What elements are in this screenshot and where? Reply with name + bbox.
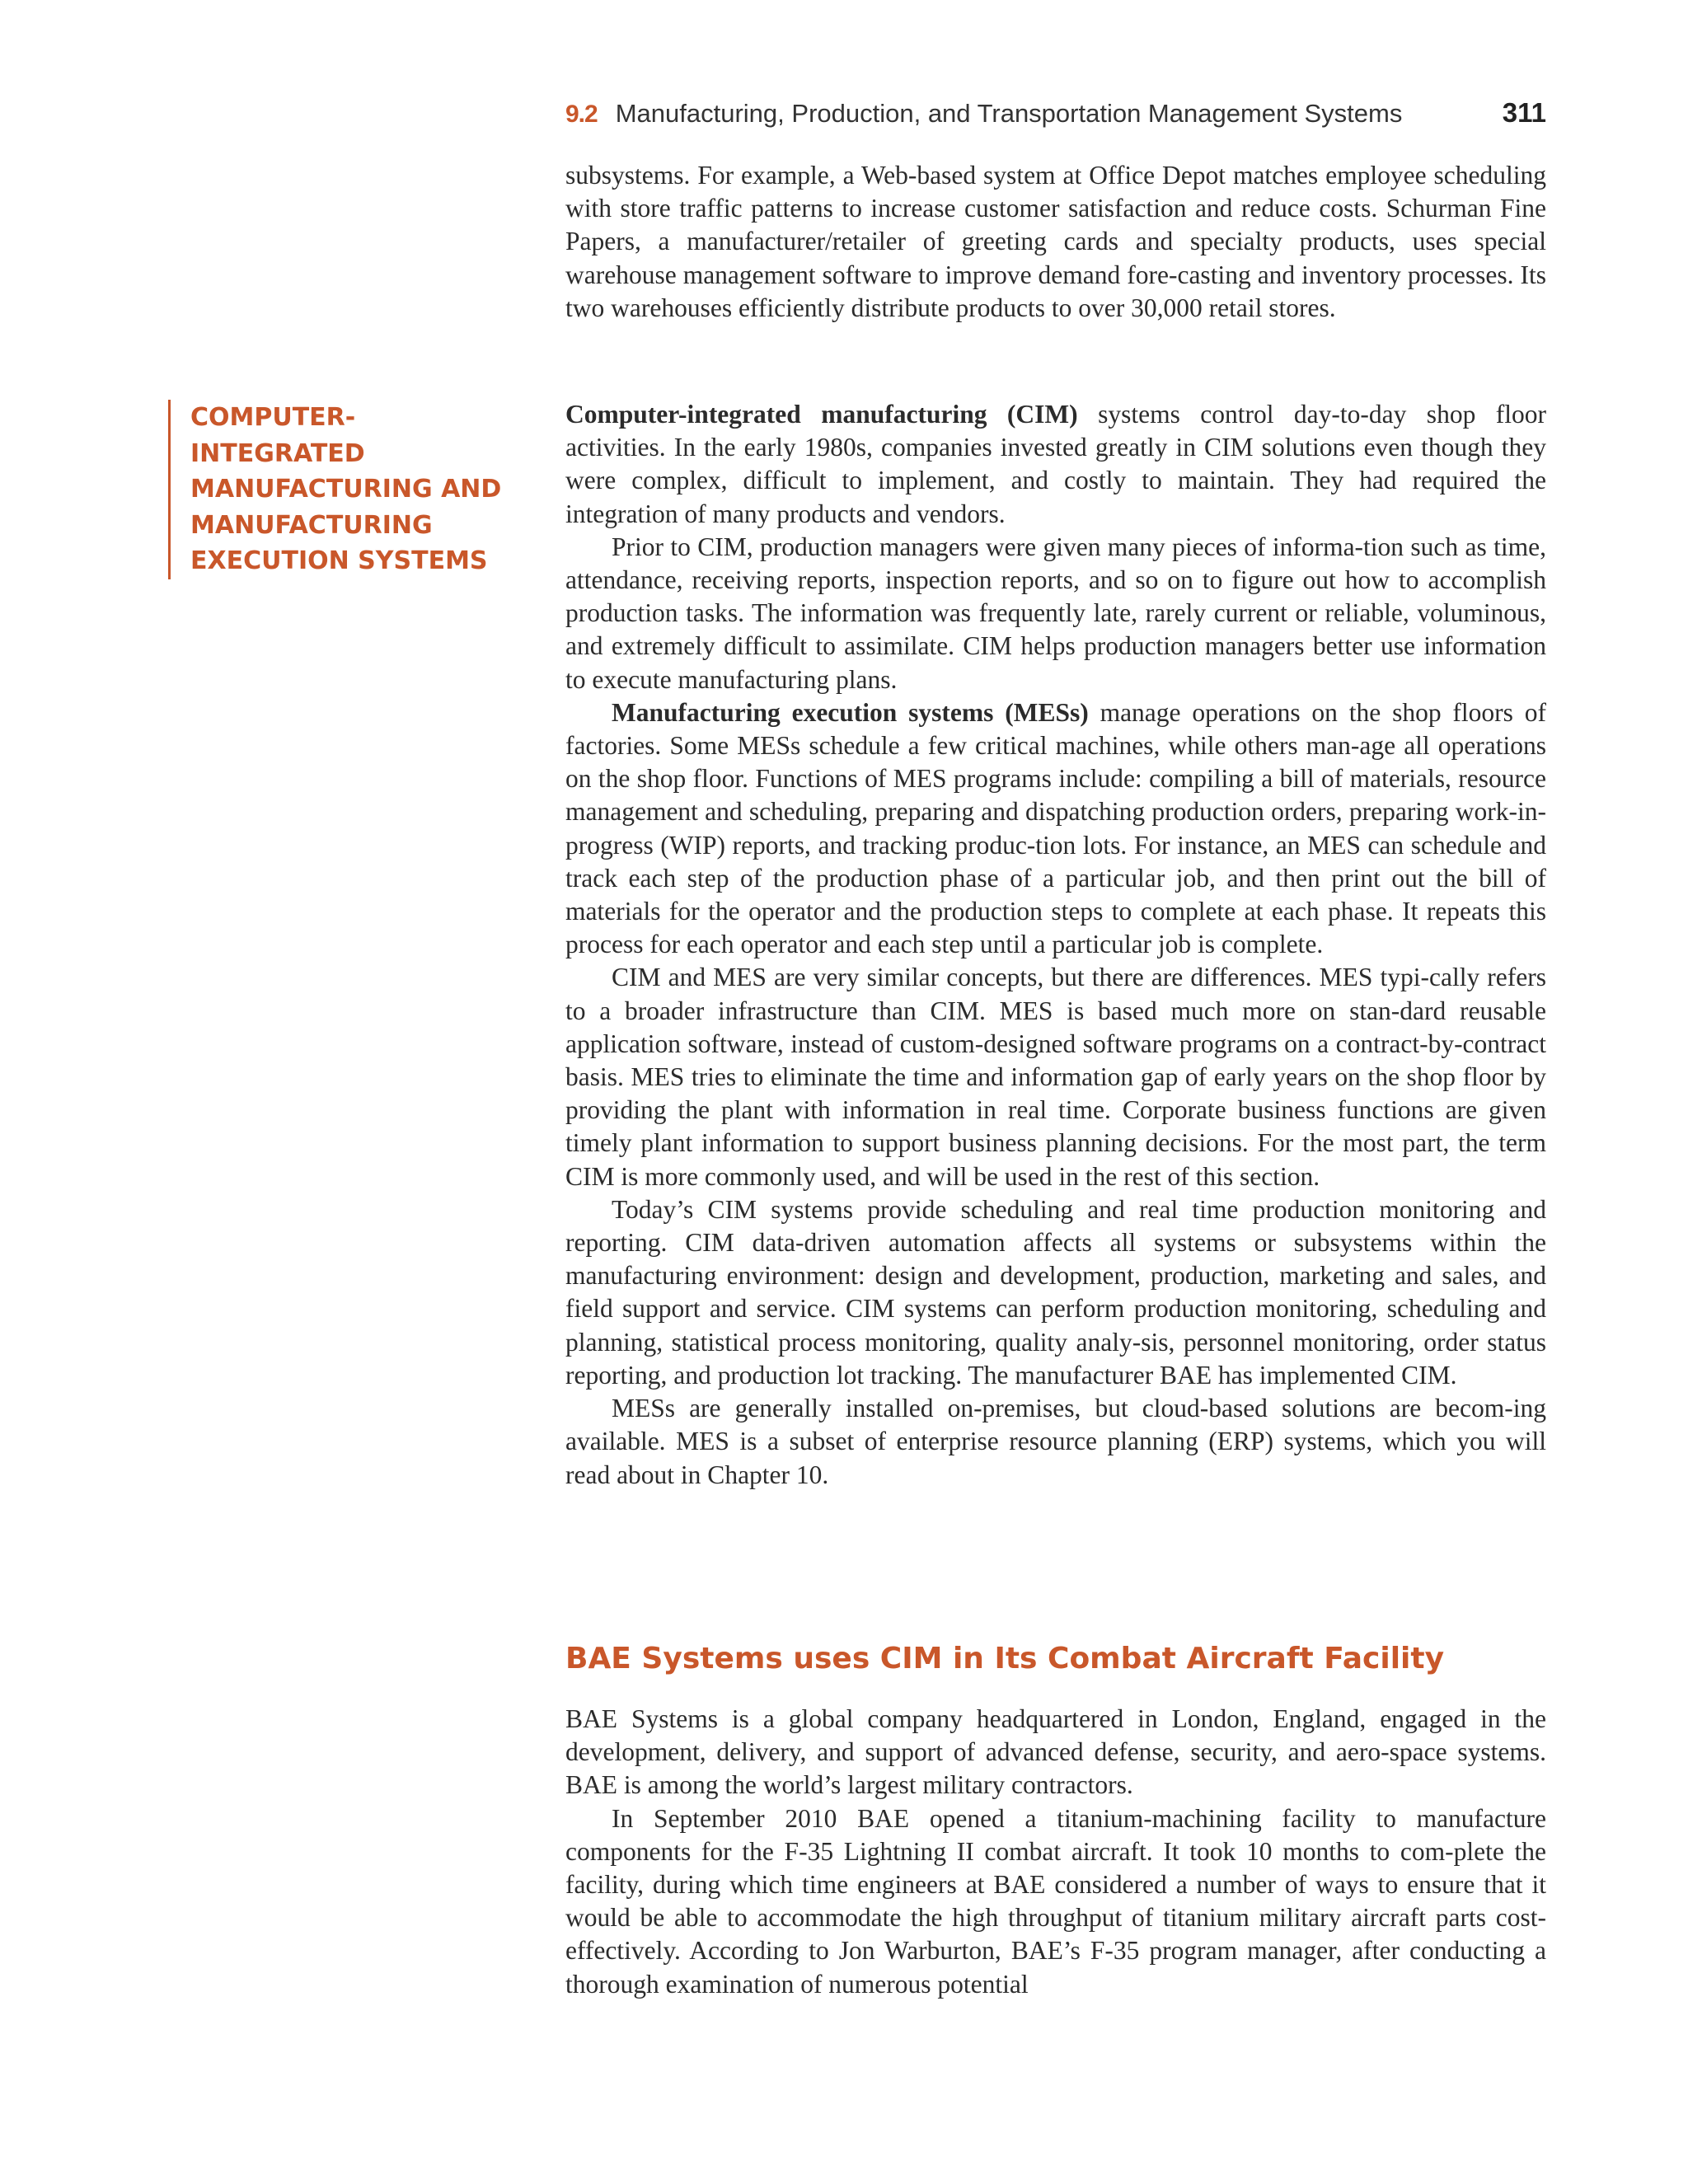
sidebar-heading: [168, 400, 537, 579]
sidebar-heading-line: MANUFACTURING AND: [190, 475, 502, 504]
sidebar-heading-line: MANUFACTURING: [190, 510, 433, 540]
cim-paragraph-2: Prior to CIM, production managers were given many pieces of informa-tion such as time, attendance, receiving reports, inspection reports, and so on to figure out how to accomplish production tasks. The information was frequently late, rarely current or reliable, voluminous, and extremely difficult to assimilate. CIM helps production managers better use information to execute manufacturing plans.: [565, 532, 1546, 694]
mes-term: Manufacturing execution systems (MESs): [612, 697, 1089, 727]
cim-paragraph-4: CIM and MES are very similar concepts, but there are differences. MES typi-cally refers to a broader infrastructure than CIM. MES is based much more on stan-dard reusable application software, instead of custom-designed software programs on a contract-by-contract basis. MES tries to eliminate the time and information gap of early years on the shop floor by providing the plant with information in real time. Corporate business functions are given timely plant information to support business planning decisions. For the most part, the term CIM is more commonly used, and will be used in the rest of this section.: [565, 963, 1546, 1191]
sidebar-heading-line: INTEGRATED: [190, 438, 365, 468]
bae-paragraph-1: BAE Systems is a global company headquartered in London, England, engaged in the development, delivery, and support of advanced defense, security, and aero-space systems. BAE is among the world’s largest military contractors.: [565, 1704, 1546, 1800]
section-title: Manufacturing, Production, and Transportation Management Systems: [615, 99, 1403, 128]
running-header: [565, 97, 1546, 134]
bae-section-body: [565, 1703, 1546, 2001]
cim-paragraph-1-text: systems control day-to-day shop floor activities. In the early 1980s, companies invested greatly in CIM solutions even though they were complex, difficult to implement, and costly to maintain. They had required the integration of many products and vendors.: [565, 400, 1546, 528]
bae-subheading: BAE Systems uses CIM in Its Combat Aircraft Facility: [565, 1642, 1445, 1675]
bae-paragraph-2: In September 2010 BAE opened a titanium-machining facility to manufacture components for the F-35 Lightning II combat aircraft. It took 10 months to com-plete the facility, during which time engineers at BAE considered a number of ways to ensure that it would be able to accommodate the high throughput of titanium military aircraft parts cost-effectively. According to Jon Warburton, BAE’s F-35 program manager, after conducting a thorough examination of numerous potential: [565, 1803, 1546, 1999]
intro-text: [565, 159, 1546, 325]
sidebar-heading-line: EXECUTION SYSTEMS: [190, 546, 488, 575]
mes-paragraph-text: manage operations on the shop floors of factories. Some MESs schedule a few critical machines, while others man-age all operations on the shop floor. Functions of MES programs include: compiling a bill of materials, resource management and scheduling, preparing and dispatching production orders, preparing work-in-progress (WIP) reports, and tracking produc-tion lots. For instance, an MES can schedule and track each step of the production phase of a particular job, and then print out the bill of materials for the operator and the production steps to complete at each phase. It repeats this process for each operator and each step until a particular job is complete.: [565, 697, 1546, 959]
cim-paragraph-5: Today’s CIM systems provide scheduling and real time production monitoring and reporting. CIM data-driven automation affects all systems or subsystems within the manufacturing environment: design and development, production, marketing and sales, and field support and service. CIM systems can perform production monitoring, scheduling and planning, statistical process monitoring, quality analy-sis, personnel monitoring, order status reporting, and production lot tracking. The manufacturer BAE has implemented CIM.: [565, 1194, 1546, 1390]
intro-paragraph: subsystems. For example, a Web-based system at Office Depot matches employee scheduling with store traffic patterns to increase customer satisfaction and reduce costs. Schurman Fine Papers, a manufacturer/retailer of greeting cards and specialty products, uses special warehouse management software to improve demand fore-casting and inventory processes. Its two warehouses efficiently distribute products to over 30,000 retail stores.: [565, 161, 1546, 322]
cim-paragraph-1: [565, 398, 1546, 531]
page-number: 311: [1502, 97, 1546, 128]
cim-section-body: [565, 398, 1546, 1492]
cim-term: Computer-integrated manufacturing (CIM): [565, 400, 1078, 429]
mes-paragraph: [565, 696, 1546, 962]
cim-paragraph-6: MESs are generally installed on-premises, but cloud-based solutions are becom-ing available. MES is a subset of enterprise resource planning (ERP) systems, which you will read about in Chapter 10.: [565, 1394, 1546, 1489]
sidebar-heading-line: COMPUTER-: [190, 403, 356, 432]
section-number: 9.2: [565, 101, 598, 128]
